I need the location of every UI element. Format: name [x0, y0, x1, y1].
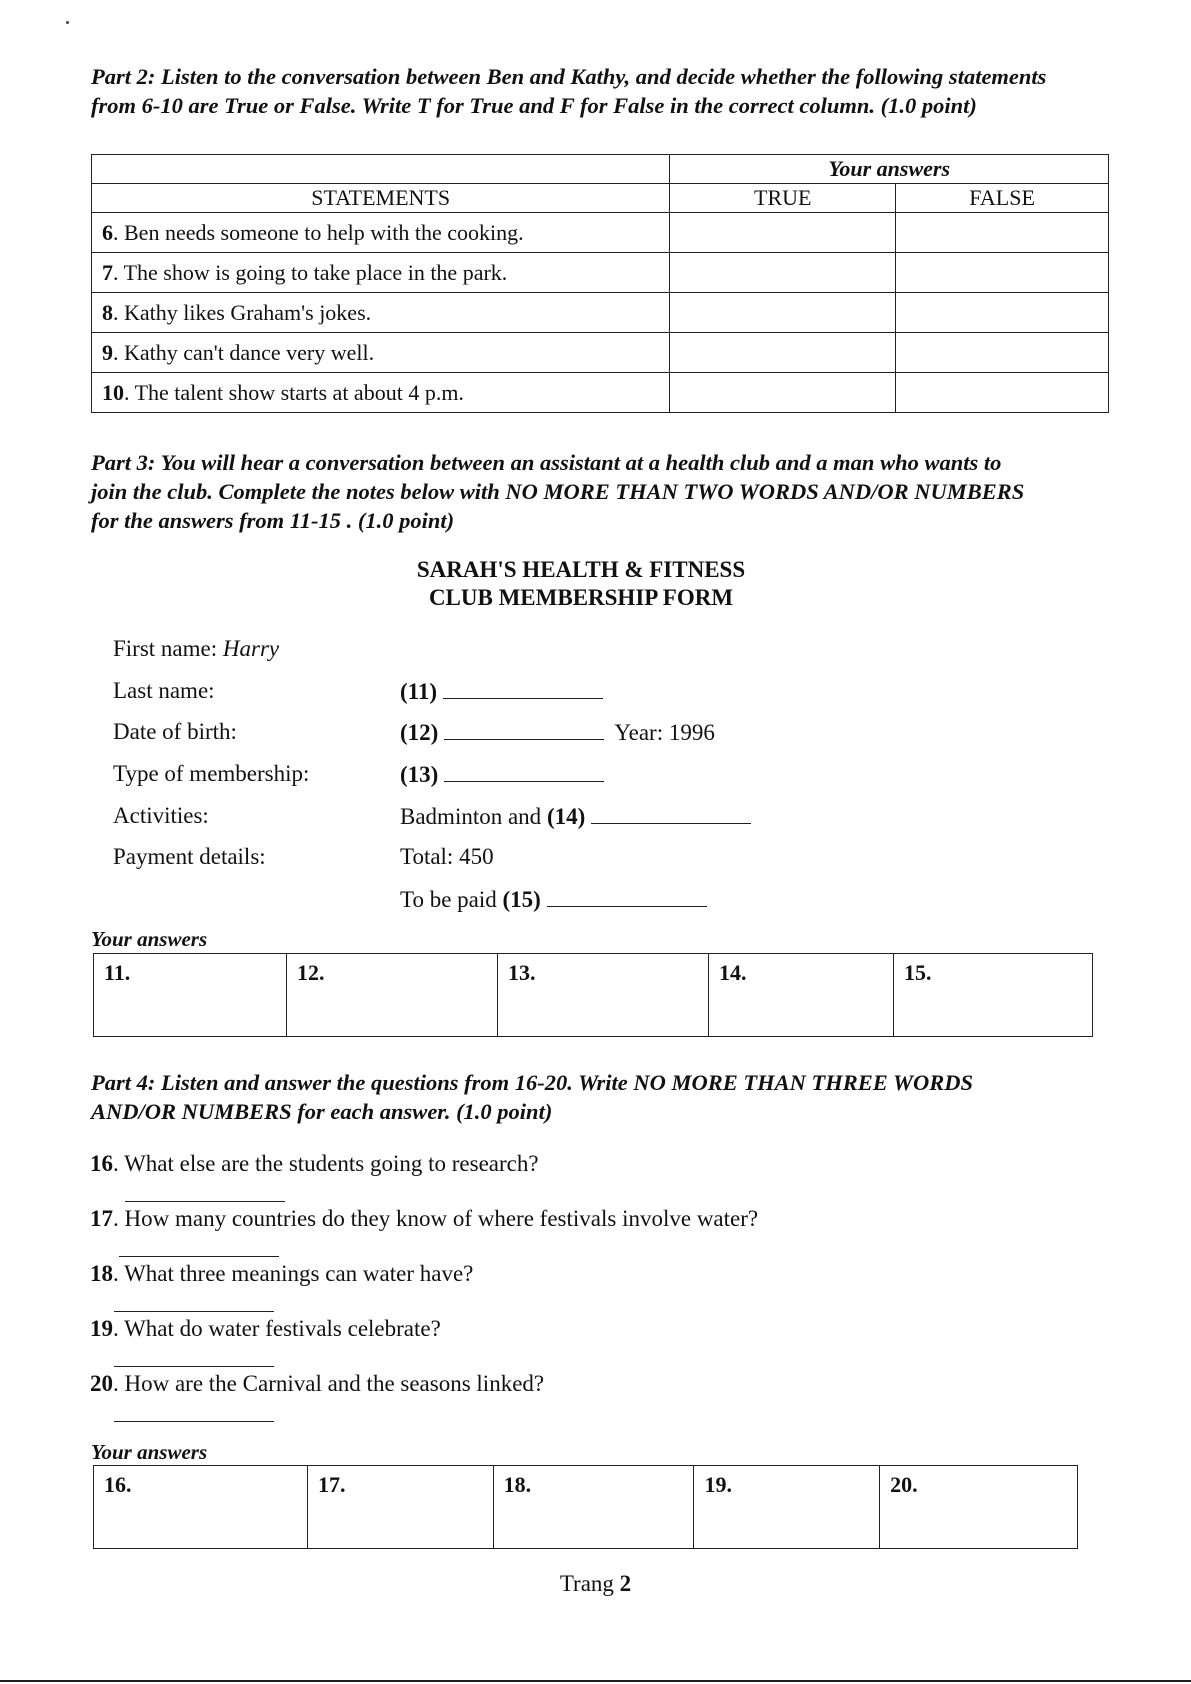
- dob-year: Year: 1996: [614, 720, 715, 745]
- your-answers-header: Your answers: [670, 155, 1109, 184]
- false-answer-cell[interactable]: [896, 293, 1109, 333]
- question-item: 20. How are the Carnival and the seasons linked?: [90, 1371, 545, 1396]
- statement-cell: [92, 213, 670, 253]
- answer-blank[interactable]: [591, 801, 751, 824]
- first-name-label: First name: Harry: [113, 636, 280, 661]
- true-header: TRUE: [670, 184, 896, 213]
- true-answer-cell[interactable]: [670, 253, 896, 293]
- last-name-field: [400, 676, 603, 707]
- part2-instruction-line2: from 6-10 are True or False. Write T for True and F for False in the correct column. (1.0 point): [91, 93, 977, 118]
- question-number: (14): [546, 804, 586, 829]
- part4-instruction-line2: AND/OR NUMBERS for each answer. (1.0 point): [91, 1099, 553, 1124]
- answer-line[interactable]: [114, 1366, 274, 1367]
- question-item: 19. What do water festivals celebrate?: [90, 1316, 441, 1341]
- true-answer-cell[interactable]: [670, 333, 896, 373]
- answer-blank[interactable]: [443, 676, 603, 699]
- statement-cell: [92, 253, 670, 293]
- table-row: [92, 213, 1109, 253]
- statement-text: . Kathy likes Graham's jokes.: [113, 299, 372, 325]
- table-corner: [92, 155, 670, 184]
- table-row: [92, 253, 1109, 293]
- true-answer-cell[interactable]: [670, 213, 896, 253]
- answer-cell[interactable]: 14.: [709, 954, 894, 1037]
- part3-instruction-line2: join the club. Complete the notes below with NO MORE THAN TWO WORDS AND/OR NUMBERS: [91, 479, 1025, 504]
- question-number: (15): [502, 887, 541, 912]
- last-name-label: Last name:: [113, 678, 215, 703]
- false-answer-cell[interactable]: [896, 373, 1109, 413]
- payment-total: Total: 450: [400, 844, 494, 869]
- dob-label: Date of birth:: [113, 719, 237, 744]
- statement-number: 8: [102, 299, 113, 325]
- statements-header: STATEMENTS: [92, 184, 670, 213]
- answer-line[interactable]: [114, 1421, 274, 1422]
- answer-line[interactable]: [125, 1201, 285, 1202]
- answer-cell[interactable]: 20.: [880, 1466, 1078, 1549]
- dob-field: [400, 717, 715, 748]
- false-answer-cell[interactable]: [896, 333, 1109, 373]
- question-item: 16. What else are the students going to research?: [90, 1151, 539, 1176]
- answer-line[interactable]: [119, 1256, 279, 1257]
- bottom-edge-line: [0, 1680, 1191, 1682]
- part3-answers-label: Your answers: [91, 927, 208, 951]
- activities-field: Badminton and (14): [400, 801, 751, 832]
- answer-cell[interactable]: 13.: [498, 954, 709, 1037]
- statement-number: 10: [102, 379, 124, 405]
- table-row: [92, 373, 1109, 413]
- answer-cell[interactable]: 16.: [94, 1466, 308, 1549]
- answer-line[interactable]: [114, 1311, 274, 1312]
- part3-instruction-line1: Part 3: You will hear a conversation between an assistant at a health club and a man who wants to: [91, 450, 1002, 475]
- true-false-table: [91, 154, 1109, 413]
- part4-answer-table: [93, 1465, 1078, 1549]
- page-number: 2: [619, 1571, 632, 1596]
- page-footer: [0, 1571, 1191, 1597]
- statement-text: . The show is going to take place in the park.: [113, 259, 508, 285]
- part3-answer-table: [93, 953, 1093, 1037]
- question-item: 17. How many countries do they know of where festivals involve water?: [90, 1206, 759, 1231]
- part2-instructions: [91, 62, 1121, 120]
- answer-blank[interactable]: [444, 759, 604, 782]
- question-number: (11): [400, 679, 438, 704]
- statement-number: 7: [102, 259, 113, 285]
- page-label: Trang: [559, 1571, 620, 1596]
- membership-label: Type of membership:: [113, 761, 310, 786]
- part4-instructions: [91, 1068, 1121, 1126]
- answer-cell[interactable]: 18.: [493, 1466, 694, 1549]
- question-number: (12): [400, 720, 439, 745]
- statement-text: . Ben needs someone to help with the cooking.: [113, 219, 524, 245]
- form-title-line1: SARAH'S HEALTH & FITNESS: [416, 557, 746, 582]
- question-item: 18. What three meanings can water have?: [90, 1261, 474, 1286]
- answer-cell[interactable]: 15.: [894, 954, 1093, 1037]
- statement-text: . Kathy can't dance very well.: [113, 339, 375, 365]
- statement-number: 6: [102, 219, 113, 245]
- false-answer-cell[interactable]: [896, 253, 1109, 293]
- part4-answers-label: Your answers: [91, 1440, 208, 1464]
- statement-text: . The talent show starts at about 4 p.m.: [124, 379, 464, 405]
- answer-cell[interactable]: 17.: [307, 1466, 493, 1549]
- first-name-value: Harry: [222, 636, 280, 661]
- statement-cell: [92, 333, 670, 373]
- form-title: [0, 556, 1162, 612]
- question-number: (13): [400, 762, 439, 787]
- table-row: [92, 333, 1109, 373]
- false-header: FALSE: [896, 184, 1109, 213]
- answer-cell[interactable]: 12.: [287, 954, 498, 1037]
- table-row: [92, 293, 1109, 333]
- part2-instruction-line1: Part 2: Listen to the conversation between Ben and Kathy, and decide whether the following statements: [91, 64, 1047, 89]
- scan-speck: [66, 21, 69, 24]
- part3-instructions: [91, 448, 1121, 535]
- answer-blank[interactable]: [547, 884, 707, 907]
- false-answer-cell[interactable]: [896, 213, 1109, 253]
- payment-label: Payment details:: [113, 844, 266, 869]
- statement-cell: [92, 373, 670, 413]
- answer-cell[interactable]: 19.: [694, 1466, 880, 1549]
- form-title-line2: CLUB MEMBERSHIP FORM: [428, 585, 734, 610]
- part4-instruction-line1: Part 4: Listen and answer the questions from 16-20. Write NO MORE THAN THREE WORDS: [91, 1070, 974, 1095]
- true-answer-cell[interactable]: [670, 373, 896, 413]
- answer-cell[interactable]: 11.: [94, 954, 287, 1037]
- activities-label: Activities:: [113, 803, 209, 828]
- paid-field: To be paid (15): [400, 884, 707, 915]
- statement-cell: [92, 293, 670, 333]
- true-answer-cell[interactable]: [670, 293, 896, 333]
- part3-instruction-line3: for the answers from 11-15 . (1.0 point): [91, 508, 455, 533]
- answer-blank[interactable]: [444, 717, 604, 740]
- statement-number: 9: [102, 339, 113, 365]
- membership-field: [400, 759, 604, 790]
